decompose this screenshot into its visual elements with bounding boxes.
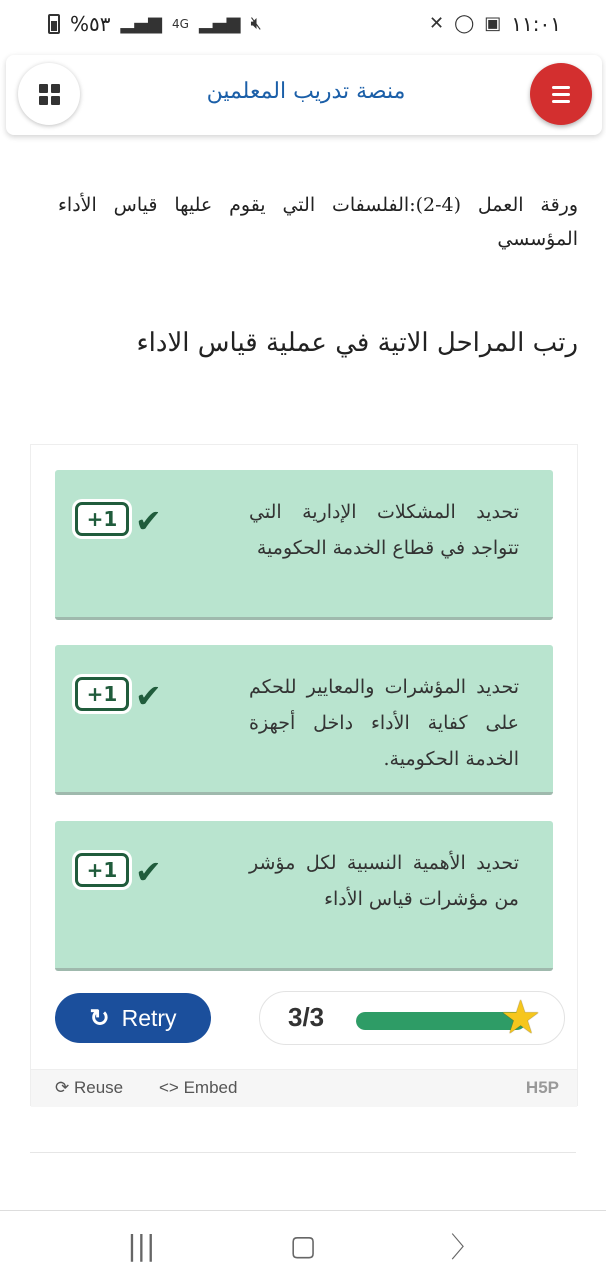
divider <box>30 1152 576 1153</box>
clock: ١١:٠١ <box>511 12 561 36</box>
h5p-logo: H5P <box>525 1078 559 1097</box>
check-icon: ✔ <box>135 853 162 891</box>
h5p-actions-bar <box>31 1069 577 1107</box>
back-icon[interactable]: 〉 <box>450 1230 479 1264</box>
retry-button[interactable] <box>55 993 211 1043</box>
app-title: منصة تدريب المعلمين <box>206 79 406 104</box>
battery-icon <box>48 14 60 34</box>
reuse-label: Reuse <box>73 1078 124 1097</box>
home-icon[interactable]: ▢ <box>289 1229 317 1262</box>
recent-apps-icon[interactable]: ||| <box>127 1229 156 1262</box>
worksheet-heading: ورقة العمل (4-2):الفلسفات التي يقوم عليها قياس الأداء المؤسسي <box>58 194 579 250</box>
apps-grid-button[interactable] <box>18 63 80 125</box>
signal-icon-2: ▂▄▆ <box>198 13 241 34</box>
menu-button[interactable] <box>530 63 592 125</box>
app-header <box>6 55 602 135</box>
hamburger-icon <box>552 86 570 89</box>
battery-percent: %٥٣ <box>70 12 111 36</box>
score-badge: +1 <box>75 502 129 536</box>
score-progress <box>259 991 565 1045</box>
score-badge: +1 <box>75 853 129 887</box>
star-icon: ★ <box>500 990 542 1044</box>
h5p-panel <box>30 444 578 1106</box>
check-icon: ✔ <box>135 502 162 540</box>
whatsapp-icon: ◯ <box>454 13 475 34</box>
reuse-link[interactable]: ⟳ Reuse <box>55 1078 124 1097</box>
sort-item[interactable] <box>55 645 553 795</box>
check-icon: ✔ <box>135 677 162 715</box>
retry-label: Retry <box>121 1004 177 1031</box>
sort-item[interactable] <box>55 470 553 620</box>
question-text: رتب المراحل الاتية في عملية قياس الاداء <box>136 328 578 358</box>
mute-icon: 🔇︎ <box>250 13 262 34</box>
embed-label: Embed <box>183 1078 238 1097</box>
gallery-icon: ▣ <box>484 13 502 34</box>
grid-icon <box>39 84 60 105</box>
sort-item[interactable] <box>55 821 553 971</box>
score-badge: +1 <box>75 677 129 711</box>
retry-icon: ↻ <box>89 1004 110 1032</box>
signal-icon: ▂▄▆ <box>120 13 163 34</box>
embed-link[interactable]: <> Embed <box>159 1078 238 1097</box>
sort-item-text: تحديد المشكلات الإدارية التي تتواجد في قطاع الخدمة الحكومية <box>249 501 519 559</box>
status-right <box>429 12 561 36</box>
sort-item-text: تحديد المؤشرات والمعايير للحكم على كفاية الأداء داخل أجهزة الخدمة الحكومية. <box>249 676 519 770</box>
status-left <box>48 12 262 36</box>
score-text: 3/3 <box>288 1002 325 1032</box>
status-bar <box>0 0 606 48</box>
missed-call-icon: ✕ <box>429 13 445 34</box>
sort-item-text: تحديد الأهمية النسبية لكل مؤشر من مؤشرات قياس الأداء <box>249 852 519 910</box>
network-type: 4G <box>172 17 189 31</box>
system-nav-bar <box>0 1210 606 1280</box>
